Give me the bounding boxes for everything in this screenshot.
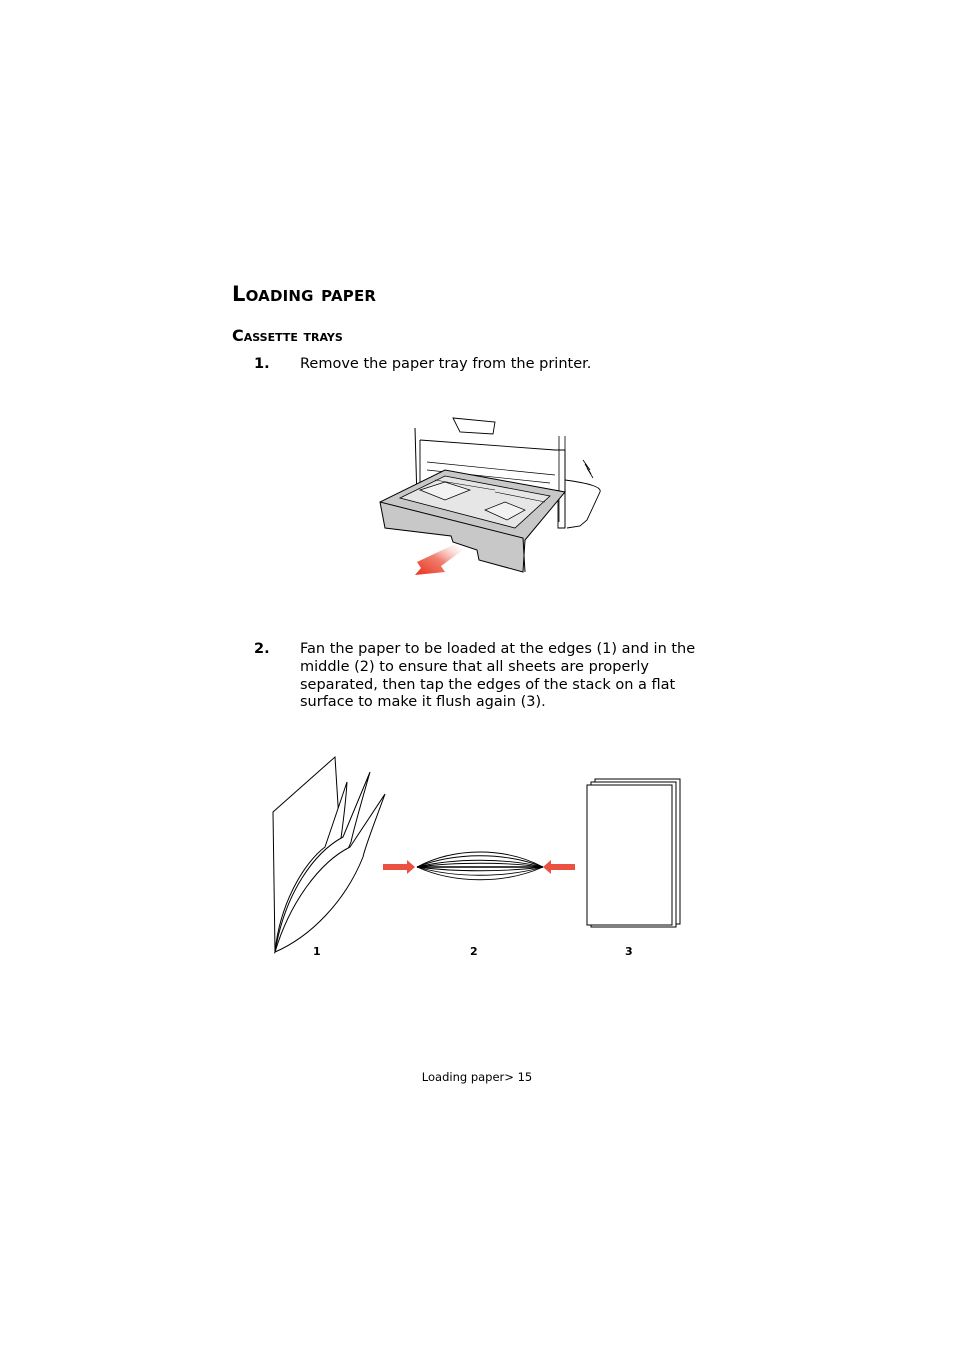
page-footer: Loading paper> 15 (421, 1070, 533, 1084)
figure-label-3: 3 (625, 945, 633, 958)
step-2-number: 2. (254, 641, 270, 657)
fanned-sheets (273, 757, 385, 952)
figure-label-1: 1 (313, 945, 321, 958)
figure-label-2: 2 (470, 945, 478, 958)
step-1-number: 1. (254, 356, 270, 372)
flush-stack (587, 779, 680, 927)
step-1-text: Remove the paper tray from the printer. (300, 356, 592, 372)
section-heading: Cassette trays (232, 326, 343, 345)
side-view-stack (383, 852, 575, 880)
step-2-text: Fan the paper to be loaded at the edges (1) and in the middle (2) to ensure that all sheets are properly separated, then tap the edges of the stack on a flat surface to make it flush again (3). (300, 641, 696, 711)
printer-tray-illustration (375, 410, 610, 580)
page-heading: Loading paper (232, 282, 377, 306)
fanning-paper-illustration (265, 752, 685, 962)
